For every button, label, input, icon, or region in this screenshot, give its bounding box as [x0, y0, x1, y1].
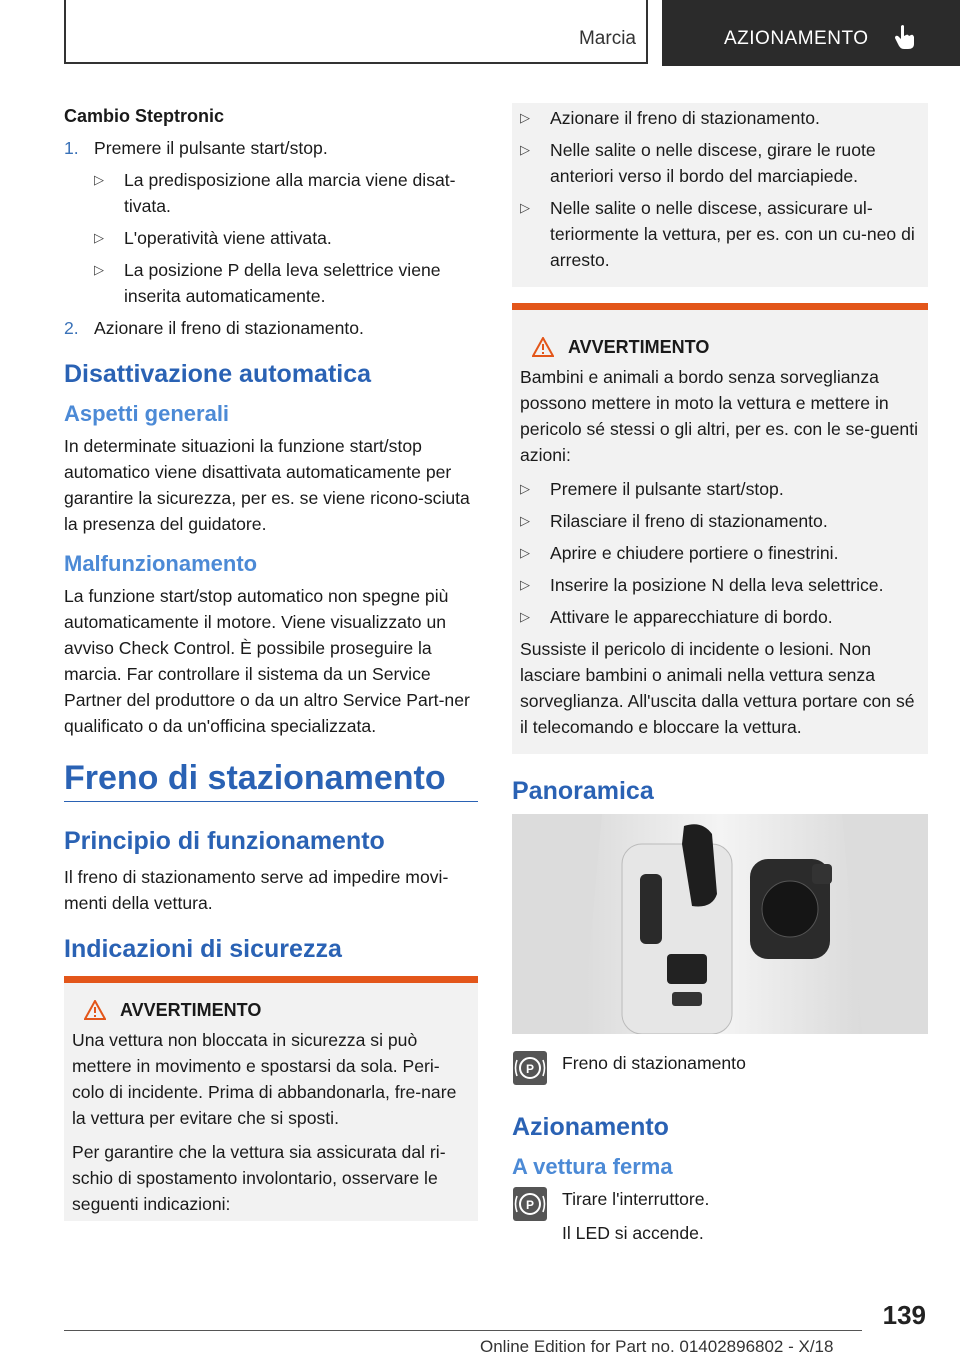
- heading-vettura-ferma: A vettura ferma: [512, 1154, 673, 1179]
- warning-box-1: [64, 983, 478, 1221]
- triangle-bullet-icon: ▷: [94, 230, 104, 245]
- list-item: [64, 225, 478, 251]
- triangle-bullet-icon: ▷: [94, 172, 104, 187]
- triangle-bullet-icon: ▷: [520, 577, 530, 592]
- list-item-text: Inserire la posizione N della leva selettrice.: [550, 575, 884, 595]
- instruction-pull: Tirare l'interruttore.: [562, 1189, 710, 1209]
- parking-brake-icon: [512, 1050, 548, 1086]
- step-1: [64, 135, 478, 161]
- triangle-bullet-icon: ▷: [520, 142, 530, 157]
- list-item-text: Azionare il freno di stazionamento.: [550, 108, 820, 128]
- heading-freno-di-stazionamento: Freno di stazionamento: [64, 765, 478, 802]
- step-2-text: Azionare il freno di stazionamento.: [94, 318, 364, 338]
- list-item: [520, 604, 920, 630]
- list-item-text: Nelle salite o nelle discese, girare le ruote anteriori verso il bordo del marciapiede.: [550, 140, 876, 186]
- center-console-illustration: [512, 814, 928, 1034]
- warning-box-2: [512, 310, 928, 754]
- header-section-box: [64, 0, 648, 64]
- list-item-text: L'operatività viene attivata.: [124, 228, 332, 248]
- page-number: 139: [882, 1300, 926, 1330]
- warning-2-paragraph-1: Bambini e animali a bordo senza sorveglianza possono mettere in moto la vettura e mettere in pericolo sé stessi o gli altri, per es. con le se-guenti azioni:: [520, 367, 919, 465]
- list-item-text: Nelle salite o nelle discese, assicurare ul-teriormente la vettura, per es. con un cu-neo di arresto.: [550, 198, 915, 270]
- list-item: [520, 540, 920, 566]
- heading-principio: Principio di funzionamento: [64, 827, 385, 855]
- center-console-photo: [512, 814, 928, 1034]
- warning-title: [72, 997, 470, 1023]
- list-item: [520, 137, 920, 189]
- paragraph-principio: Il freno di stazionamento serve ad impedire movi-menti della vettura.: [64, 867, 449, 913]
- list-item: [520, 572, 920, 598]
- svg-text:P: P: [525, 1062, 535, 1076]
- warning-bar: [64, 976, 478, 983]
- footer-edition: Online Edition for Part no. 01402896802 - X/18: [480, 1337, 834, 1356]
- list-item-text: La predisposizione alla marcia viene disat-tivata.: [124, 170, 456, 216]
- warning-title: [520, 334, 920, 360]
- list-item-text: La posizione P della leva selettrice viene inserita automaticamente.: [124, 260, 441, 306]
- right-column: [512, 103, 928, 1254]
- warning-title-text: AVVERTIMENTO: [120, 1000, 262, 1020]
- triangle-bullet-icon: ▷: [520, 609, 530, 624]
- list-item-text: Aprire e chiudere portiere o finestrini.: [550, 543, 839, 563]
- instruction-row: [512, 1186, 928, 1254]
- warning-box-1-continued: [512, 103, 928, 287]
- photo-caption: Freno di stazionamento: [562, 1053, 746, 1073]
- header-chapter-tab: [662, 0, 960, 66]
- warning-triangle-icon: [84, 1000, 106, 1020]
- header-chapter-label: AZIONAMENTO: [724, 28, 869, 49]
- warning-triangle-icon: [532, 337, 554, 357]
- list-item: [520, 105, 920, 131]
- heading-azionamento: Azionamento: [512, 1113, 669, 1141]
- list-item: [520, 476, 920, 502]
- svg-text:P: P: [525, 1198, 535, 1212]
- step-1-number: 1.: [64, 138, 79, 158]
- warning-bar: [512, 303, 928, 310]
- instruction-led: Il LED si accende.: [562, 1223, 704, 1243]
- list-item-text: Premere il pulsante start/stop.: [550, 479, 784, 499]
- list-item-text: Attivare le apparecchiature di bordo.: [550, 607, 833, 627]
- paragraph-aspetti: In determinate situazioni la funzione start/stop automatico viene disattivata automaticamente per garantire la sicurezza, per es. se viene ricono-sciuta la presenza del guidatore.: [64, 436, 470, 534]
- warning-title-text: AVVERTIMENTO: [568, 337, 710, 357]
- triangle-bullet-icon: ▷: [520, 545, 530, 560]
- footer-divider: [64, 1330, 862, 1331]
- list-item: [64, 167, 478, 219]
- triangle-bullet-icon: ▷: [520, 513, 530, 528]
- heading-disattivazione: Disattivazione automatica: [64, 360, 372, 388]
- triangle-bullet-icon: ▷: [94, 262, 104, 277]
- header-section-label: Marcia: [578, 28, 636, 49]
- heading-indicazioni: Indicazioni di sicurezza: [64, 935, 342, 963]
- step-2-number: 2.: [64, 318, 79, 338]
- heading-malfunzionamento: Malfunzionamento: [64, 551, 258, 576]
- list-item-text: Rilasciare il freno di stazionamento.: [550, 511, 828, 531]
- steptronic-title: Cambio Steptronic: [64, 106, 225, 126]
- warning-2-paragraph-2: Sussiste il pericolo di incidente o lesioni. Non lasciare bambini o animali nella vettura senza sorveglianza. All'uscita dalla vettura portare con sé il telecomando e bloccare la vettura.: [520, 639, 915, 737]
- parking-brake-icon: [512, 1186, 548, 1222]
- list-item: [64, 257, 478, 309]
- triangle-bullet-icon: ▷: [520, 110, 530, 125]
- warning-1-paragraph-2: Per garantire che la vettura sia assicurata dal ri-schio di spostamento involontario, osservare le seguenti indicazioni:: [72, 1142, 446, 1214]
- step-1-text: Premere il pulsante start/stop.: [94, 138, 328, 158]
- triangle-bullet-icon: ▷: [520, 481, 530, 496]
- heading-aspetti-generali: Aspetti generali: [64, 401, 230, 426]
- heading-panoramica: Panoramica: [512, 777, 654, 805]
- caption-row: [512, 1050, 928, 1086]
- list-item: [520, 195, 920, 273]
- warning-1-paragraph-1: Una vettura non bloccata in sicurezza si può mettere in movimento e spostarsi da sola. Peri-colo di incidente. Prima di abbandonarla, fre-nare la vettura per evitare che si sposti.: [72, 1030, 457, 1128]
- paragraph-malfunzionamento: La funzione start/stop automatico non spegne più automaticamente il motore. Viene visualizzato un avviso Check Control. È possibile proseguire la marcia. Far controllare il sistema da un Service Partner del produttore o da un altro Service Part-ner qualificato o da un'officina specializzata.: [64, 586, 470, 736]
- triangle-bullet-icon: ▷: [520, 200, 530, 215]
- step-2: [64, 315, 478, 341]
- left-column: [64, 103, 478, 1221]
- hand-pointer-icon: [894, 24, 916, 50]
- list-item: [520, 508, 920, 534]
